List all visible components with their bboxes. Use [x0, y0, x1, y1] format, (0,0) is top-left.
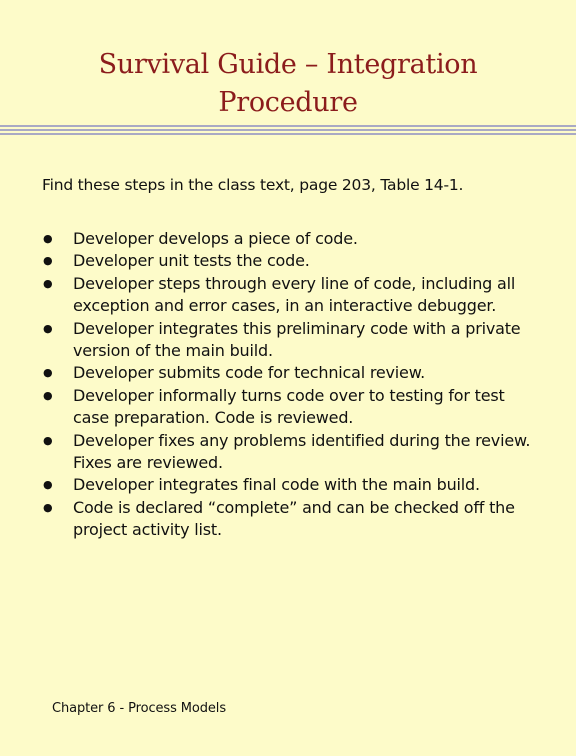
- bullet-icon: ●: [43, 254, 53, 268]
- list-item: [0, 474, 543, 496]
- bullet-icon: ●: [43, 388, 53, 402]
- title-divider: [0, 125, 576, 137]
- bullet-icon: ●: [43, 500, 53, 514]
- list-item: [0, 318, 543, 363]
- step-text: Developer informally turns code over to testing for test case preparation. Code is reviewed.: [73, 385, 505, 428]
- bullet-icon: ●: [43, 232, 53, 245]
- bullet-icon: ●: [43, 321, 53, 335]
- step-text: Developer integrates final code with the main build.: [73, 475, 480, 495]
- intro-text: Find these steps in the class text, page 203, Table 14-1.: [42, 176, 464, 194]
- bullet-icon: ●: [43, 366, 53, 380]
- list-item: [0, 228, 543, 250]
- slide-title-line-2: Procedure: [218, 87, 358, 118]
- steps-list: [0, 228, 576, 542]
- list-item: [0, 430, 543, 475]
- list-item: [0, 250, 543, 272]
- step-text: Developer submits code for technical review.: [73, 363, 425, 383]
- slide-title: [0, 46, 576, 122]
- slide-footer: Chapter 6 - Process Models: [52, 701, 226, 716]
- bullet-icon: ●: [43, 276, 53, 290]
- list-item: [0, 362, 543, 384]
- bullet-icon: ●: [43, 478, 53, 492]
- list-item: [0, 497, 543, 542]
- step-text: Code is declared “complete” and can be checked off the project activity list.: [73, 497, 515, 540]
- list-item: [0, 273, 543, 318]
- step-text: Developer fixes any problems identified during the review. Fixes are reviewed.: [73, 430, 531, 473]
- step-text: Developer steps through every line of code, including all exception and error cases, in an interactive debugger.: [73, 273, 516, 316]
- step-text: Developer integrates this preliminary code with a private version of the main build.: [73, 318, 521, 361]
- step-text: Developer unit tests the code.: [73, 251, 310, 271]
- step-text: Developer develops a piece of code.: [73, 229, 358, 248]
- bullet-icon: ●: [43, 433, 53, 447]
- list-item: [0, 385, 543, 430]
- slide-title-line-1: Survival Guide – Integration: [98, 49, 478, 80]
